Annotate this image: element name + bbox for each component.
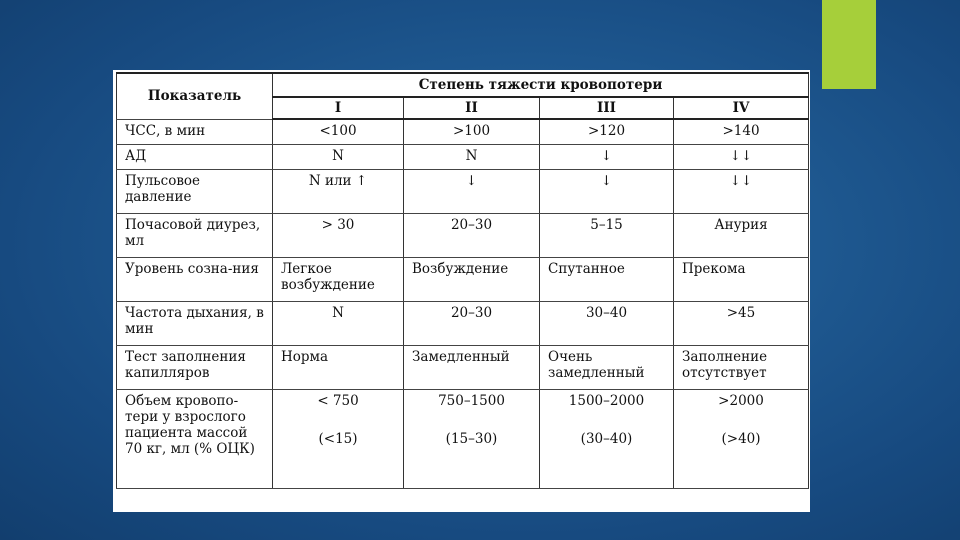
table-row (117, 145, 809, 170)
table-cell (273, 390, 404, 489)
table-cell: ↓ (540, 145, 674, 170)
table-cell: N (404, 145, 540, 170)
degree-header: I (273, 97, 404, 119)
row-label: АД (117, 145, 273, 170)
row-label: ЧСС, в мин (117, 119, 273, 145)
table-row (117, 390, 809, 489)
row-label: Пульсовое давление (117, 170, 273, 214)
table-cell: 20–30 (404, 302, 540, 346)
table-cell (540, 390, 674, 489)
table-cell: <100 (273, 119, 404, 145)
blood-loss-percent: (30–40) (580, 431, 633, 447)
table-cell: >140 (674, 119, 809, 145)
table-cell: Заполнение отсутствует (674, 346, 809, 390)
blood-loss-volume: < 750 (317, 393, 359, 409)
table-cell: Спутанное (540, 258, 674, 302)
table-cell (404, 390, 540, 489)
blood-loss-volume: 1500–2000 (568, 393, 645, 409)
table-cell: 5–15 (540, 214, 674, 258)
table-cell: Прекома (674, 258, 809, 302)
blood-loss-volume: >2000 (718, 393, 764, 409)
table-cell: N (273, 302, 404, 346)
table-cell: Анурия (674, 214, 809, 258)
degree-header: IV (674, 97, 809, 119)
row-label: Объем кровопо-тери у взрослого пациента массой 70 кг, мл (% ОЦК) (117, 390, 273, 489)
severity-header: Степень тяжести кровопотери (273, 73, 809, 97)
degree-header: III (540, 97, 674, 119)
table-row (117, 258, 809, 302)
row-label: Уровень созна-ния (117, 258, 273, 302)
blood-loss-percent: (<15) (318, 431, 358, 447)
table-cell: ↓ (404, 170, 540, 214)
blood-loss-volume: 750–1500 (438, 393, 505, 409)
blood-loss-severity-table (116, 72, 809, 489)
param-header: Показатель (117, 73, 273, 119)
table-cell: >45 (674, 302, 809, 346)
table-row (117, 346, 809, 390)
table-cell: >100 (404, 119, 540, 145)
table-cell: 20–30 (404, 214, 540, 258)
table-cell: ↓↓ (674, 145, 809, 170)
table-cell: Очень замедленный (540, 346, 674, 390)
table-row (117, 170, 809, 214)
table-cell: Замедленный (404, 346, 540, 390)
table-cell: >120 (540, 119, 674, 145)
table-cell: Легкое возбуждение (273, 258, 404, 302)
table-cell: ↓↓ (674, 170, 809, 214)
blood-loss-percent: (15–30) (445, 431, 498, 447)
blood-loss-table-sheet (113, 70, 810, 512)
table-cell: > 30 (273, 214, 404, 258)
table-cell: N или ↑ (273, 170, 404, 214)
table-cell: Возбуждение (404, 258, 540, 302)
degree-header: II (404, 97, 540, 119)
table-cell: 30–40 (540, 302, 674, 346)
blood-loss-percent: (>40) (721, 431, 761, 447)
table-row (117, 302, 809, 346)
table-header-row (117, 73, 809, 97)
row-label: Почасовой диурез, мл (117, 214, 273, 258)
table-cell (674, 390, 809, 489)
table-row (117, 214, 809, 258)
table-cell: N (273, 145, 404, 170)
table-row (117, 119, 809, 145)
table-cell: Норма (273, 346, 404, 390)
row-label: Тест заполнения капилляров (117, 346, 273, 390)
table-cell: ↓ (540, 170, 674, 214)
row-label: Частота дыхания, в мин (117, 302, 273, 346)
accent-bar (822, 0, 876, 89)
